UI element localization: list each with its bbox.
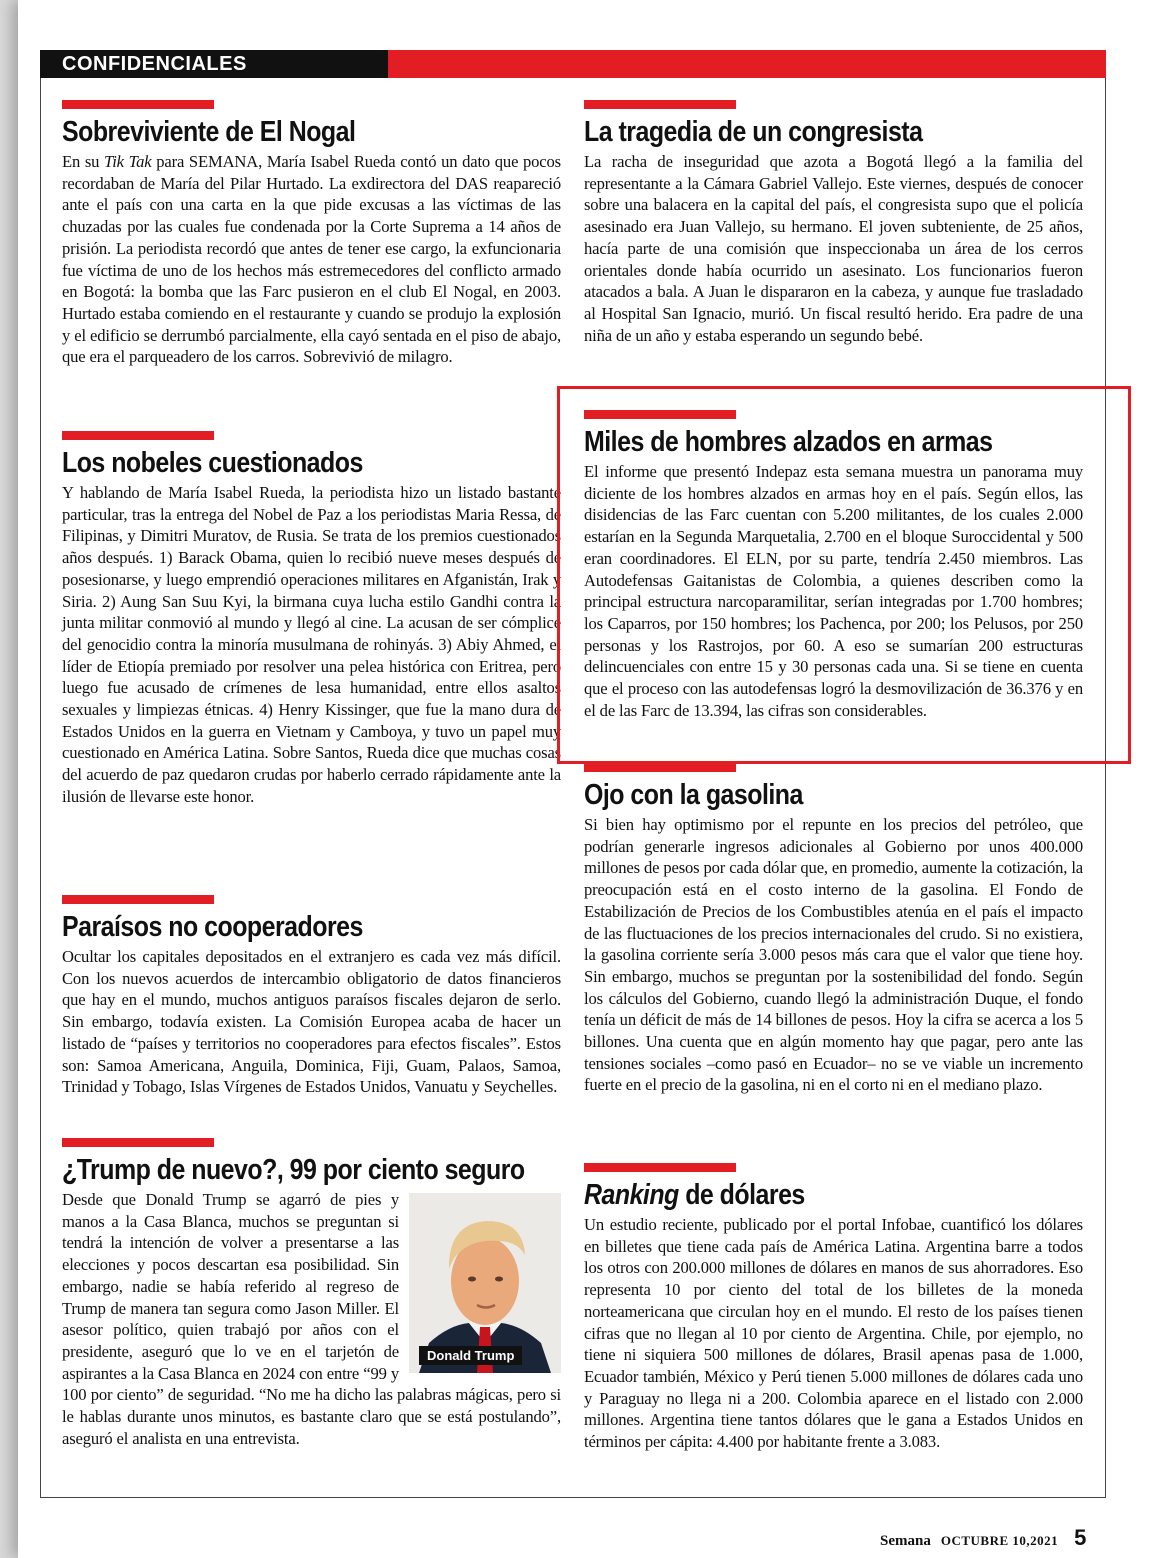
article-congresista — [584, 100, 1083, 346]
issue-date: OCTUBRE 10,2021 — [940, 1533, 1059, 1548]
section-header — [40, 50, 1106, 78]
section-label: CONFIDENCIALES — [40, 50, 388, 78]
article-body: La racha de inseguridad que azota a Bogotá llegó a la familia del representante a la Cámara Gabriel Vallejo. Este viernes, después de conocer sobre una balacera en la capital del país, el congresista supo que el policía asesinado era Juan Vallejo, su hermano. El joven subteniente, de 25 años, hacía parte de una comisión que inspeccionaba un área de los cerros orientales donde había ocurrido un asesinato. Los funcionarios fueron atacados a bala. A Juan le dispararon en la cabeza, y aunque fue trasladado al Hospital San Ignacio, murió. Un fiscal resultó herido. Era padre de una niña de un año y estaba esperando un segundo bebé. — [584, 152, 1083, 345]
article-headline: ¿Trump de nuevo?, 99 por ciento seguro — [62, 1154, 525, 1186]
section-red-stripe — [388, 50, 1106, 78]
article-red-bar — [62, 100, 214, 109]
article-red-bar — [62, 431, 214, 440]
page-footer — [880, 1525, 1086, 1551]
article-red-bar — [62, 1138, 214, 1147]
trump-photo — [409, 1193, 561, 1373]
article-headline: Ojo con la gasolina — [584, 779, 803, 811]
article-gasolina — [584, 763, 1083, 1096]
article-body: Ocultar los capitales depositados en el extranjero es cada vez más difícil. Con los nuevos acuerdos de intercambio obligatorio de datos financieros que hay en el mundo, muchos antiguos paraísos fiscales dejaron de serlo. Sin embargo, todavía existen. La Comisión Europea acaba de hacer un listado de “países y territorios no cooperadores para efectos fiscales”. Estos son: Samoa Americana, Anguila, Dominica, Fiji, Guam, Palaos, Samoa, Trinidad y Tobago, Islas Vírgenes de Estados Unidos, Vanuatu y Seychelles. — [62, 947, 561, 1097]
article-nobeles — [62, 431, 561, 808]
article-red-bar — [584, 1163, 736, 1172]
article-body: Un estudio reciente, publicado por el portal Infobae, cuantificó los dólares en billetes que tiene cada país de América Latina. Argentina barre a todos los otros con 200.000 millones de dólares en manos de sus ahorradores. Eso representa 10 por ciento del total de los billetes de la moneda norteamericana que circulan hoy en el mundo. El resto de los países tienen cifras que no llegan al 10 por ciento de Argentina. Chile, por ejemplo, no tiene ni siquiera 500 millones de dólares, Brasil apenas pasa de 1.000, Ecuador también, México y Perú tienen 5.000 millones de dólares cada uno y Paraguay no llega ni a 200. Colombia aparece en el listado con 2.000 millones. Argentina tiene tantos dólares que le gana a Estados Unidos en términos per cápita: 4.400 por habitante frente a 3.083. — [584, 1215, 1083, 1452]
article-headline: Ranking de dólares — [584, 1179, 805, 1211]
article-red-bar — [584, 410, 736, 419]
article-red-bar — [584, 763, 736, 772]
article-red-bar — [584, 100, 736, 109]
article-ranking — [584, 1163, 1083, 1453]
magazine-name: Semana — [880, 1533, 931, 1549]
article-body: Si bien hay optimismo por el repunte en los precios del petróleo, que podrían generarle ingresos adicionales al Gobierno por unos 400.000 millones de pesos por cada dólar que, en promedio, aumente la cotización, la preocupación está en el costo interno de la gasolina. El Fondo de Estabilización de Precios de los Combustibles atenúa en el país el impacto de las fluctuaciones de los precios internacionales del crudo. Si no existiera, la gasolina corriente sería 3.000 pesos más cara que el valor que tiene hoy. Sin embargo, muchos se preguntan por la sostenibilidad del fondo. Según los cálculos del Gobierno, cuando llegó la administración Duque, el fondo tenía un déficit de más de 14 billones de pesos. Hoy la cifra se acerca a los 5 billones. Una cuenta que en algún momento hay que pagar, pero ante las tensiones sociales –como pasó en Ecuador– no se ve viable un incremento fuerte en el precio de la gasolina, ni en el corto ni en el mediano plazo. — [584, 815, 1083, 1095]
photo-caption: Donald Trump — [419, 1346, 522, 1365]
article-armas — [584, 410, 1083, 721]
article-red-bar — [62, 895, 214, 904]
article-trump — [62, 1138, 561, 1449]
article-headline: Miles de hombres alzados en armas — [584, 426, 993, 458]
article-headline: La tragedia de un congresista — [584, 116, 923, 148]
article-body: Y hablando de María Isabel Rueda, la periodista hizo un listado bastante particular, tras la entrega del Nobel de Paz a los periodistas Maria Ressa, de Filipinas, y Dimitri Muratov, de Rusia. Se trata de los premios cuestionados años después. 1) Barack Obama, quien lo recibió nueve meses después de posesionarse, y luego emprendió operaciones militares en Afganistán, Irak y Siria. 2) Aung San Suu Kyi, la birmana cuya lucha estilo Gandhi contra la junta militar conmovió al mundo y llegó al cine. La acusan de ser cómplice del genocidio contra la minoría musulmana de rohinyás. 3) Abiy Ahmed, el líder de Etiopía premiado por resolver una pelea histórica con Eritrea, pero luego fue acusado de crímenes de lesa humanidad, entre ellos asaltos sexuales y limpiezas étnicas. 4) Henry Kissinger, que fue la mano dura de Estados Unidos en la guerra en Vietnam y Camboya, y tuvo un papel muy cuestionado en América Latina. Sobre Santos, Rueda dice que muchas cosas del acuerdo de paz quedaron crudas por haberlo cerrado rápidamente ante la ilusión de llevarse este honor. — [62, 483, 561, 806]
article-headline: Los nobeles cuestionados — [62, 447, 363, 479]
article-headline: Paraísos no cooperadores — [62, 911, 363, 943]
article-headline: Sobreviviente de El Nogal — [62, 116, 356, 148]
article-body: En su Tik Tak para SEMANA, María Isabel Rueda contó un dato que pocos recordaban de María del Pilar Hurtado. La exdirectora del DAS reapareció ante el país con una carta en la que pide excusas a las víctimas de las chuzadas por las cuales fue condenada por la Corte Suprema a 14 años de prisión. La periodista recordó que antes de tener ese cargo, la exfuncionaria fue víctima de uno de los hechos más estremecedores del conflicto armado en Bogotá: la bomba que las Farc pusieron en el club El Nogal, en 2003. Hurtado estaba comiendo en el restaurante y cuando se produjo la explosión y el edificio se derrumbó parcialmente, ella cayó sentada en el piso de abajo, que era el parqueadero de los carros. Sobrevivió de milagro. — [62, 152, 561, 367]
article-body: Desde que Donald Trump se agarró de pies y manos a la Casa Blanca, muchos se preguntan si tendrá la intención de volver a presentarse a las elecciones y pocos descartan esa posibilidad. Sin embargo, nadie se había referido al regreso de Trump de manera tan segura como Jason Miller. El asesor político, quien trabajó por años con el presidente, aseguró que lo ve en el tarjetón de aspirantes a la Casa Blanca en 2024 con entre “99 y 100 por ciento” de seguridad. “No me ha dicho las palabras mágicas, pero si le hablas durante unos minutos, es bastante claro que se está postulando”, aseguró el analista en una entrevista. — [62, 1190, 561, 1448]
article-paraisos — [62, 895, 561, 1098]
article-nogal — [62, 100, 561, 368]
page-number: 5 — [1074, 1525, 1087, 1550]
show-name: Tik Tak — [104, 152, 152, 171]
article-body: El informe que presentó Indepaz esta semana muestra un panorama muy diciente de los hombres alzados en armas hoy en el país. Según ellos, las disidencias de las Farc cuentan con 5.200 militantes, de los cuales 2.000 estarían en la Segunda Marquetalia, 2.700 en el bloque Suroccidental y 500 eran coordinadores. El ELN, por su parte, tendría 2.450 miembros. Las Autodefensas Gaitanistas de Colombia, a quienes describen como la principal estructura narcoparamilitar, serían integradas por 1.700 hombres; los Caparros, por 150 hombres; los Pachenca, por 200; los Pelusos, por 250 personas y los Rastrojos, por 60. A eso se sumarían 200 estructuras delincuenciales con entre 15 y 30 personas cada una. Si se tiene en cuenta que el proceso con las autodefensas logró la desmovilización de 36.376 y en el de las Farc de 13.394, las cifras son considerables. — [584, 462, 1083, 720]
